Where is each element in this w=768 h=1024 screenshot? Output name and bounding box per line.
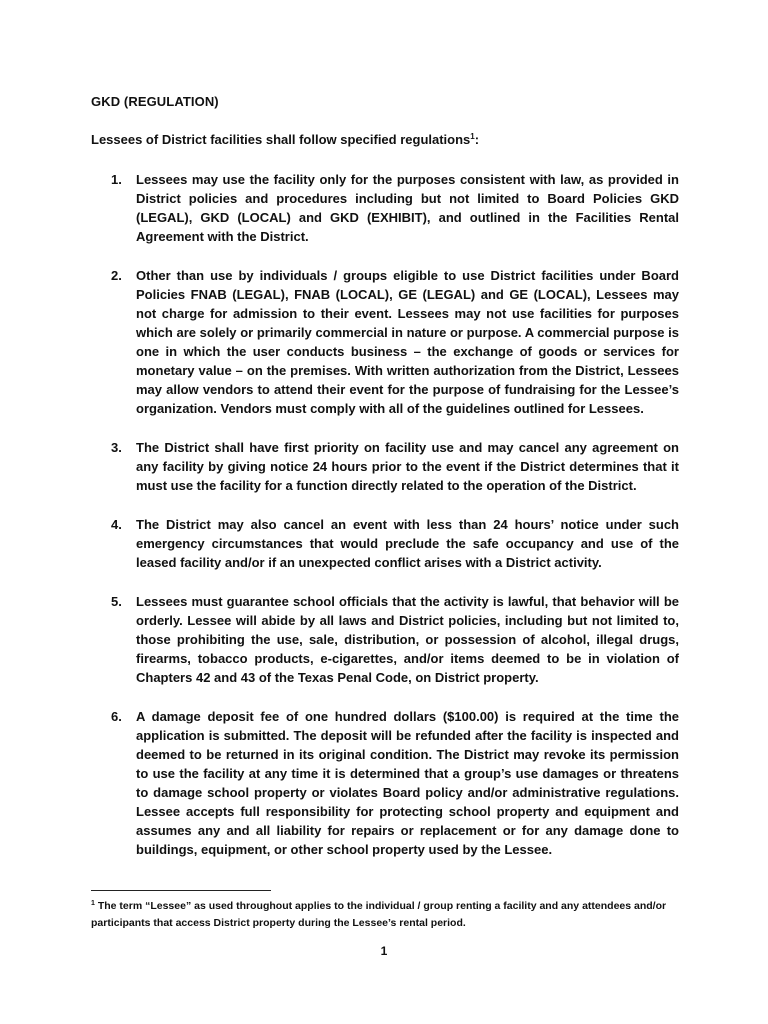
intro-paragraph — [91, 132, 479, 147]
intro-text: Lessees of District facilities shall follow specified regulations — [91, 132, 471, 147]
regulation-number: 5. — [111, 594, 122, 609]
regulations-list — [91, 170, 679, 879]
regulation-text: A damage deposit fee of one hundred dollars ($100.00) is required at the time the application is submitted. The deposit will be refunded after the facility is inspected and deemed to be returned in its original condition. The District may revoke its permission to use the facility at any time it is determined that a group’s use damages or threatens to damage school property or violates Board policy and/or administrative regulations. Lessee accepts full responsibility for protecting school property and equipment and assumes any and all liability for repairs or replacement or for any damage done to buildings, equipment, or other school property used by the Lessee. — [136, 709, 679, 857]
footnote-marker: 1 — [91, 900, 95, 907]
regulation-item — [91, 592, 679, 687]
intro-suffix: : — [474, 132, 480, 147]
regulation-number: 1. — [111, 172, 122, 187]
regulation-item — [91, 170, 679, 246]
footnote — [91, 898, 679, 932]
regulation-item — [91, 707, 679, 859]
regulation-item — [91, 515, 679, 572]
page-number: 1 — [380, 944, 388, 958]
regulation-text: Lessees must guarantee school officials that the activity is lawful, that behavior will be orderly. Lessee will abide by all laws and District policies, including but not limited to, those prohibiting the use, sale, distribution, or possession of alcohol, illegal drugs, firearms, tobacco products, e-cigarettes, and/or items deemed to be in violation of Chapters 42 and 43 of the Texas Penal Code, on District property. — [136, 594, 679, 685]
footnote-text: The term “Lessee” as used throughout applies to the individual / group renting a facility and any attendees and/or participants that access District property during the Lessee’s rental period. — [91, 900, 667, 929]
footnote-separator — [91, 890, 271, 891]
regulation-text: The District may also cancel an event with less than 24 hours’ notice under such emergency circumstances that would preclude the safe occupancy and use of the leased facility and/or if an unexpected conflict arises with a District activity. — [136, 517, 679, 570]
regulation-text: The District shall have first priority on facility use and may cancel any agreement on any facility by giving notice 24 hours prior to the event if the District determines that it must use the facility for a function directly related to the operation of the District. — [136, 440, 679, 493]
regulation-number: 6. — [111, 709, 122, 724]
regulation-item — [91, 438, 679, 495]
regulation-text: Other than use by individuals / groups eligible to use District facilities under Board Policies FNAB (LEGAL), FNAB (LOCAL), GE (LEGAL) and GE (LOCAL), Lessees may not charge for admission to their event. Lessees may not use facilities for purposes which are solely or primarily commercial in nature or purpose. A commercial purpose is one in which the user conducts business – the exchange of goods or services for monetary value – on the premises. With written authorization from the District, Lessees may allow vendors to attend their event for the purpose of fundraising for the Lessee’s organization. Vendors must comply with all of the guidelines outlined for Lessees. — [136, 268, 679, 416]
document-heading: GKD (REGULATION) — [91, 94, 219, 109]
regulation-number: 3. — [111, 440, 122, 455]
regulation-number: 4. — [111, 517, 122, 532]
footnote-reference[interactable]: 1 — [470, 132, 475, 141]
regulation-item — [91, 266, 679, 418]
regulation-text: Lessees may use the facility only for the purposes consistent with law, as provided in District policies and procedures including but not limited to Board Policies GKD (LEGAL), GKD (LOCAL) and GKD (EXHIBIT), and outlined in the Facilities Rental Agreement with the District. — [136, 172, 679, 244]
regulation-number: 2. — [111, 268, 122, 283]
